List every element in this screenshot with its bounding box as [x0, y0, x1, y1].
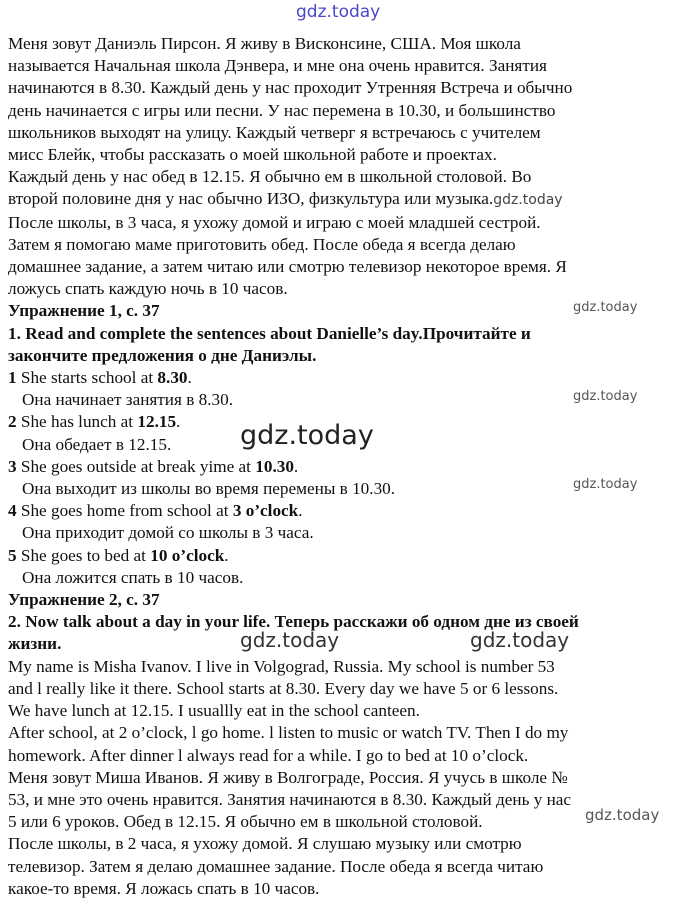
text-line: называется Начальная школа Дэнвера, и мне она очень нравится. Занятия: [8, 56, 547, 76]
item-answer: 12.15: [137, 412, 177, 432]
english-line: and l really like it there. School starts at 8.30. Every day we have 5 or 6 lessons.: [8, 678, 559, 698]
text-line: [8, 188, 668, 211]
answer-item: [8, 367, 668, 389]
item-text: She starts school at: [16, 368, 158, 388]
item-text: She has lunch at: [16, 412, 138, 432]
intro-paragraph: [8, 33, 668, 300]
watermark-top: gdz.today: [296, 2, 381, 22]
item-answer: 10.30: [255, 456, 294, 476]
russian-line: телевизор. Затем я делаю домашнее задание. После обеда я всегда читаю: [8, 856, 544, 876]
answer-item: [8, 545, 668, 567]
task-line: закончите предложения о дне Даниэлы.: [8, 345, 317, 365]
item-number: 1: [8, 368, 17, 388]
task-line: 2. Now talk about a day in your life. Теперь расскажи об одном дне из своей: [8, 612, 579, 632]
item-number: 5: [8, 545, 17, 565]
english-line: After school, at 2 o’clock, l go home. l listen to music or watch TV. Then I do my: [8, 723, 569, 743]
russian-line: После школы, в 2 часа, я ухожу домой. Я слушаю музыку или смотрю: [8, 834, 522, 854]
item-translation: Она обедает в 12.15.: [22, 434, 172, 454]
text-segment: второй половине дня у нас обычно ИЗО, физкультура или музыка.: [8, 189, 494, 209]
watermark-small: gdz.today: [573, 477, 638, 492]
item-punct: .: [293, 456, 299, 476]
text-line: ложусь спать каждую ночь в 10 часов.: [8, 279, 288, 299]
item-answer: 8.30: [157, 368, 188, 388]
russian-line: какое-то время. Я ложась спать в 10 часов.: [8, 878, 320, 898]
item-number: 3: [8, 456, 17, 476]
item-translation: Она выходит из школы во время перемены в 10.30.: [22, 479, 396, 499]
exercise-heading: Упражнение 2, с. 37: [8, 590, 160, 610]
english-line: homework. After dinner l always read for a while. I go to bed at 10 o’clock.: [8, 745, 529, 765]
item-number: 4: [8, 501, 17, 521]
item-text: She goes to bed at: [16, 545, 151, 565]
item-text: She goes outside at break yime at: [16, 456, 256, 476]
text-line: мисс Блейк, чтобы рассказать о моей школьной работе и проектах.: [8, 145, 497, 165]
text-line: день начинается с игры или песни. У нас перемена в 10.30, и большинство: [8, 100, 556, 120]
item-translation: Она начинает занятия в 8.30.: [22, 390, 233, 410]
text-line: домашнее задание, а затем читаю или смотрю телевизор некоторое время. Я: [8, 257, 567, 277]
item-translation: Она ложится спать в 10 часов.: [22, 567, 244, 587]
watermark-medium: gdz.today: [470, 628, 570, 652]
item-punct: .: [298, 501, 303, 521]
text-line: начинаются в 8.30. Каждый день у нас проходит Утренняя Встреча и обычно: [8, 78, 573, 98]
text-line: школьников выходят на улицу. Каждый четверг я встречаюсь с учителем: [8, 122, 541, 142]
answer-item: [8, 500, 668, 522]
item-punct: .: [187, 368, 192, 388]
watermark-small: gdz.today: [573, 300, 638, 315]
watermark-small: gdz.today: [585, 806, 660, 824]
text-line: Меня зовут Даниэль Пирсон. Я живу в Висконсине, США. Моя школа: [8, 34, 521, 53]
item-punct: .: [176, 412, 181, 432]
watermark-large: gdz.today: [240, 420, 374, 451]
answer-item: [8, 456, 668, 478]
text-line: После школы, в 3 часа, я ухожу домой и играю с моей младшей сестрой.: [8, 212, 541, 232]
russian-line: 53, и мне это очень нравится. Занятия начинаются в 8.30. Каждый день у нас: [8, 789, 572, 809]
watermark-inline: gdz.today: [493, 192, 563, 209]
russian-line: Меня зовут Миша Иванов. Я живу в Волгограде, Россия. Я учусь в школе №: [8, 767, 568, 787]
item-answer: 3 o’clock: [232, 501, 299, 521]
watermark-small: gdz.today: [573, 389, 638, 404]
task-line: 1. Read and complete the sentences about Danielle’s day.Прочитайте и: [8, 323, 531, 343]
task-line: жизни.: [8, 634, 62, 654]
text-line: Каждый день у нас обед в 12.15. Я обычно ем в школьной столовой. Во: [8, 167, 532, 187]
item-answer: 10 o’clock: [150, 545, 225, 565]
document-body: [8, 33, 668, 900]
text-line: Затем я помогаю маме приготовить обед. После обеда я всегда делаю: [8, 234, 516, 254]
item-translation: Она приходит домой со школы в 3 часа.: [22, 523, 314, 543]
item-punct: .: [224, 545, 229, 565]
watermark-medium: gdz.today: [240, 628, 340, 652]
item-number: 2: [8, 412, 17, 432]
english-line: We have lunch at 12.15. I usuallly eat in the school canteen.: [8, 701, 420, 721]
item-text: She goes home from school at: [16, 501, 233, 521]
english-line: My name is Misha Ivanov. I live in Volgograd, Russia. My school is number 53: [8, 656, 555, 676]
russian-line: 5 или 6 уроков. Обед в 12.15. Я обычно ем в школьной столовой.: [8, 812, 483, 832]
exercise-heading: Упражнение 1, с. 37: [8, 301, 160, 321]
